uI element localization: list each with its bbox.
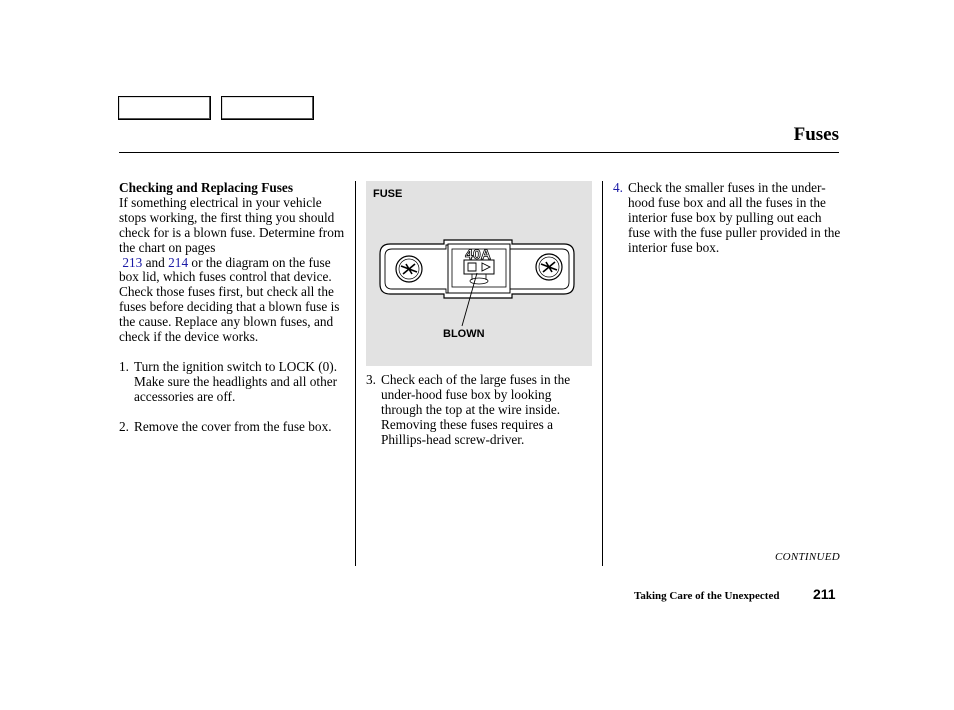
- step-text: Check each of the large fuses in the under-hood fuse box by looking through the top at the wire inside. Removing these fuses requires a Phillips-head screw-driver.: [381, 372, 571, 447]
- figure-label-blown: BLOWN: [443, 328, 485, 340]
- step-number: 1.: [119, 358, 129, 374]
- screw-right-icon: [536, 254, 562, 280]
- intro-paragraph: [119, 196, 347, 345]
- column-right: [613, 181, 841, 271]
- step-number: 3.: [366, 372, 376, 387]
- nav-button-next[interactable]: [221, 96, 314, 120]
- step-item: [119, 420, 347, 435]
- step-number: 2.: [119, 418, 129, 434]
- step-number: 4.: [613, 180, 623, 195]
- figure-label-fuse: FUSE: [373, 188, 403, 200]
- step-text: Remove the cover from the fuse box.: [134, 418, 332, 434]
- page-link-213[interactable]: 213: [122, 254, 143, 270]
- intro-text: If something electrical in your vehicle stops working, the first thing you should check for is a blown fuse. Determine from the chart on pages: [119, 194, 345, 255]
- link-connector: and: [145, 254, 165, 270]
- step-text: Turn the ignition switch to LOCK (0). Make sure the headlights and all other accessories are off.: [134, 358, 338, 404]
- page-number: 211: [813, 586, 836, 602]
- section-heading: Checking and Replacing Fuses: [119, 180, 293, 195]
- column-divider: [355, 181, 356, 566]
- page-link-214[interactable]: 214: [168, 254, 189, 270]
- fuse-rating-label: 40A: [465, 246, 491, 262]
- step-item: [366, 373, 594, 448]
- column-left: [119, 181, 347, 450]
- step-item: [119, 360, 347, 405]
- page-title: Fuses: [793, 124, 839, 145]
- column-middle: [366, 373, 594, 463]
- footer-section-title: Taking Care of the Unexpected: [634, 590, 780, 602]
- step-text: Check the smaller fuses in the under-hood fuse box and all the fuses in the interior fuse box by pulling out each fuse with the fuse puller provided in the interior fuse box.: [628, 180, 841, 255]
- intro-text-continued: or the diagram on the fuse box lid, which fuses control that device. Check those fuses first, but check all the fuses before deciding that a blown fuse is the cause. Replace any blown fuses, and check if the device works.: [119, 254, 340, 345]
- nav-button-previous[interactable]: [118, 96, 211, 120]
- title-rule: [119, 152, 839, 153]
- fuse-illustration: [366, 181, 592, 366]
- column-divider: [602, 181, 603, 566]
- step-item: [613, 181, 841, 256]
- screw-left-icon: [396, 256, 422, 282]
- continued-label: CONTINUED: [774, 551, 840, 563]
